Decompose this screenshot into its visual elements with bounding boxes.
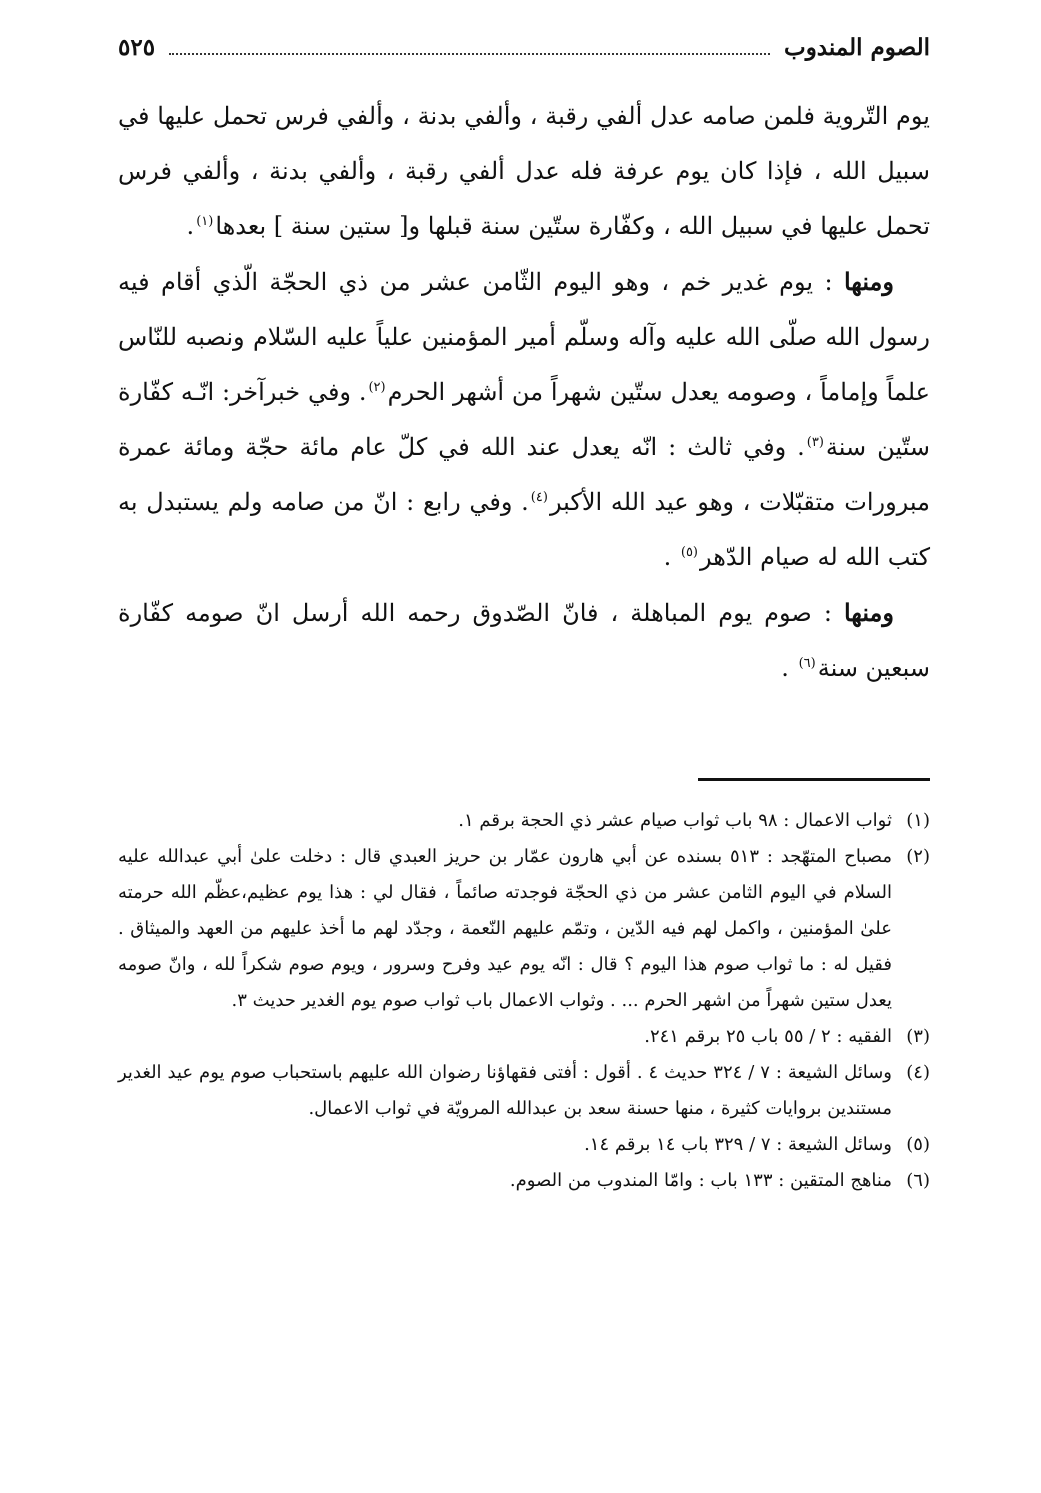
paragraph-text: . وفي رابع : انّ من صامه ولم يستبدل به كتب الله له صيام الدّهر xyxy=(118,488,930,571)
main-text xyxy=(118,88,930,696)
footnote-number: (٦) xyxy=(906,1170,930,1191)
footnote xyxy=(118,839,930,1019)
footnote xyxy=(118,1019,930,1055)
footnote xyxy=(118,1163,930,1199)
paragraph xyxy=(118,254,930,585)
footnote-number: (٤) xyxy=(906,1062,930,1083)
footnote-number: (١) xyxy=(906,810,930,831)
paragraph-text: : يوم غدير خم ، وهو اليوم الثّامن عشر من ذي الحجّة الّذي أقام فيه رسول الله صلّى الله عليه وآله وسلّم أمير المؤمنين علياً عليه السّلام ونصبه للنّاس علماً وإماماً ، وصومه يعدل ستّين شهراً من أشهر الحرم xyxy=(118,268,930,406)
paragraph-text: . xyxy=(663,543,679,571)
footnote-text: الفقيه : ٢ / ٥٥ باب ٢٥ برقم ٢٤١. xyxy=(644,1026,892,1047)
footnote-ref[interactable]: (٥) xyxy=(680,545,698,560)
footnote xyxy=(118,1127,930,1163)
footnote xyxy=(118,1055,930,1127)
page-number: ٥٢٥ xyxy=(118,34,156,61)
paragraph-text: يوم التّروية فلمن صامه عدل ألفي رقبة ، وألفي بدنة ، وألفي فرس تحمل عليها في سبيل الله ، فإذا كان يوم عرفة فله عدل ألفي رقبة ، وألفي بدنة ، وألفي فرس تحمل عليها في سبيل الله ، وكفّارة ستّين سنة قبلها و[ ستين سنة ] بعدها xyxy=(118,102,930,240)
paragraph-text: : صوم يوم المباهلة ، فانّ الصّدوق رحمه الله أرسل انّ صومه كفّارة سبعين سنة xyxy=(118,599,930,682)
footnote-number: (٢) xyxy=(906,846,930,867)
book-page xyxy=(118,34,930,1199)
paragraph-lead: ومنها xyxy=(843,598,894,627)
paragraph xyxy=(118,585,930,696)
chapter-title: الصوم المندوب xyxy=(784,34,930,61)
footnote-number: (٣) xyxy=(906,1026,930,1047)
paragraph xyxy=(118,88,930,254)
footnote xyxy=(118,803,930,839)
footnote-ref[interactable]: (٣) xyxy=(806,435,824,450)
paragraph-text: . وفي ثالث : انّه يعدل عند الله في كلّ عام مائة حجّة ومائة عمرة مبرورات متقبّلات ، وهو عيد الله الأكبر xyxy=(118,433,931,516)
footnote-ref[interactable]: (١) xyxy=(196,214,214,229)
paragraph-text: . xyxy=(781,654,797,682)
footnote-ref[interactable]: (٤) xyxy=(530,490,548,505)
header-dotted-leader xyxy=(169,53,770,55)
footnote-separator xyxy=(698,778,930,781)
footnote-text: وسائل الشيعة : ٧ / ٣٢٩ باب ١٤ برقم ١٤. xyxy=(584,1134,892,1155)
paragraph-text: . وفي خبرآخر: انّـه كفّارة ستّين سنة xyxy=(118,378,930,461)
footnotes xyxy=(118,803,930,1199)
paragraph-text: . xyxy=(186,212,195,240)
footnote-ref[interactable]: (٢) xyxy=(368,380,386,395)
footnote-text: مناهج المتقين : ١٣٣ باب : وامّا المندوب من الصوم. xyxy=(509,1170,892,1191)
running-header xyxy=(118,34,930,86)
footnote-text: ثواب الاعمال : ٩٨ باب ثواب صيام عشر ذي الحجة برقم ١. xyxy=(458,810,892,831)
footnote-number: (٥) xyxy=(906,1134,930,1155)
paragraph-lead: ومنها xyxy=(843,267,894,296)
footnote-text: مصباح المتهّجد : ٥١٣ بسنده عن أبي هارون عمّار بن حريز العبدي قال : دخلت علىٰ أبي عبدالله عليه السلام في اليوم الثامن عشر من ذي الحجّة فوجدته صائماً ، فقال لي : هذا يوم عظيم،عظّم الله حرمته علىٰ المؤمنين ، واكمل لهم فيه الدّين ، وتمّم عليهم النّعمة ، وجدّد لهم ما أخذ عليهم من العهد والميثاق . فقيل له : ما ثواب صوم هذا اليوم ؟ قال : انّه يوم عيد وفرح وسرور ، ويوم صوم شكراً لله ، وانّ صومه يعدل ستين شهراً من اشهر الحرم ... . وثواب الاعمال باب ثواب صوم يوم الغدير حديث ٣. xyxy=(118,846,892,1011)
footnote-ref[interactable]: (٦) xyxy=(798,656,816,671)
footnote-text: وسائل الشيعة : ٧ / ٣٢٤ حديث ٤ . أقول : أفتى فقهاؤنا رضوان الله عليهم باستحباب صوم يوم عيد الغدير مستندين بروايات كثيرة ، منها حسنة سعد بن عبدالله المرويّة في ثواب الاعمال. xyxy=(118,1062,892,1119)
